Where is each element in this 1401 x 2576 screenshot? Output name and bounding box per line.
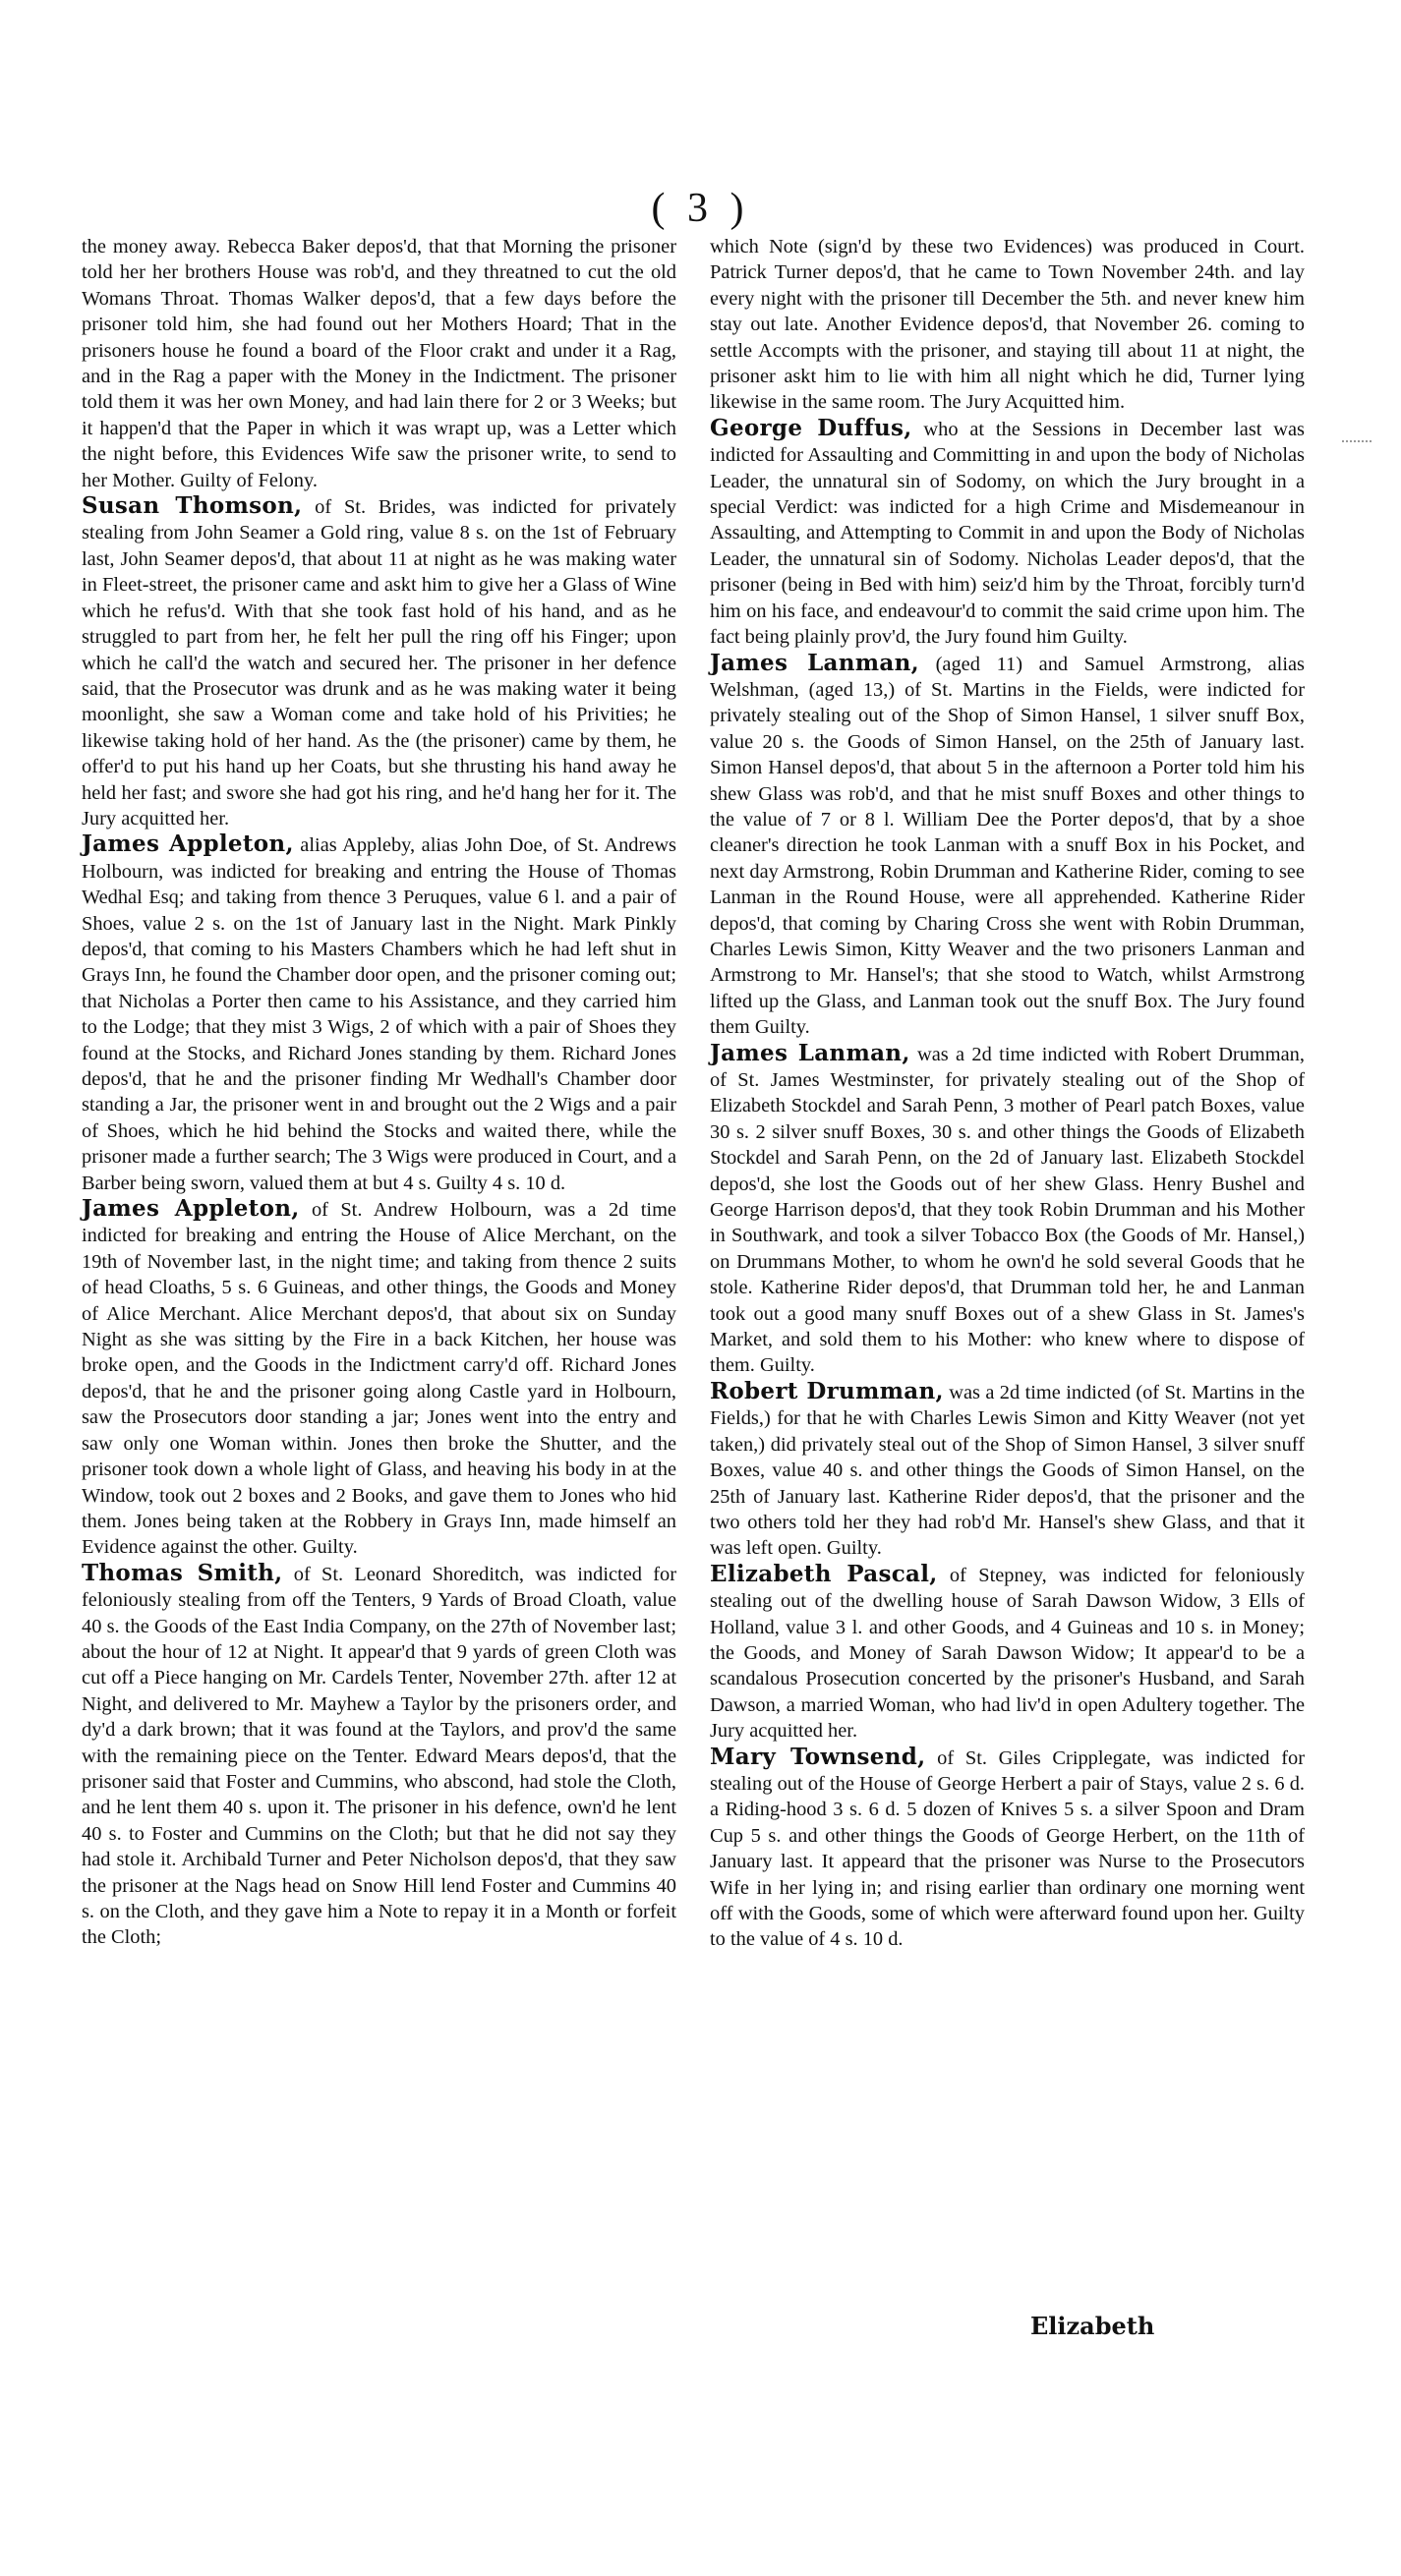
defendant-name: Mary Townsend, [710, 1743, 926, 1770]
case-text: was a 2d time indicted with Robert Drumman, of St. James Westminster, for privately stealing out of the Shop of Elizabeth Stockdel and Sarah Penn, 3 mother of Pearl patch Boxes, value 30 s. 2 silver snuff Boxes, 30 s. and other things the Goods of Elizabeth Stockdel and Sarah Penn, on the 2d of January last. Elizabeth Stockdel depos'd, she lost the Goods out of her shew Glass. Henry Bushel and George Harrison depos'd, that they took Robin Drumman and his Mother in Southwark, and took a silver Tobacco Box (the Goods of Mr. Hansel,) on Drummans Mother, to whom he own'd he sold several Goods that he stole. Katherine Rider depos'd, that Drumman told her, he and Lanman took out a good many snuff Boxes out of a shew Glass in St. James's Market, and sold them to his Mother: who knew where to dispose of them. Guilty. [710, 1043, 1305, 1377]
defendant-name: Elizabeth Pascal, [710, 1560, 938, 1587]
case-text: of St. Andrew Holbourn, was a 2d time indicted for breaking and entring the House of Alice Merchant, on the 19th of November last, in the night time; and taking from thence 2 suits of head Cloaths, 5 s. 6 Guineas, and other things, the Goods and Money of Alice Merchant. Alice Merchant depos'd, that about six on Sunday Night as she was sitting by the Fire in a back Kitchen, her house was broke open, and the Goods in the Indictment carry'd off. Richard Jones depos'd, that he and the prisoner going along Castle yard in Holbourn, saw the Prosecutors door standing a jar; Jones went into the entry and saw only one Woman within. Jones then broke the Shutter, and the prisoner took down a whole light of Glass, and heaving his body in at the Window, took out 2 boxes and 2 Books, and gave them to Jones who hid them. Jones being taken at the Robbery in Grays Inn, made himself an Evidence against the other. Guilty. [82, 1199, 676, 1559]
case-paragraph [710, 1041, 1305, 1379]
defendant-name: James Appleton, [82, 830, 294, 858]
defendant-name: George Duffus, [710, 414, 912, 441]
case-text: alias Appleby, alias John Doe, of St. Andrews Holbourn, was indicted for breaking and entring the House of Thomas Wedhal Esq; and taking from thence 3 Peruques, value 6 l. and a pair of Shoes, value 2 s. on the 1st of January last in the Night. Mark Pinkly depos'd, that coming to his Masters Chambers which he had left shut in Grays Inn, he found the Chamber door open, and the prisoner coming out; that Nicholas a Porter then came to his Assistance, and they carried him to the Lodge; that they mist 3 Wigs, 2 of which with a pair of Shoes they found at the Stocks, and Richard Jones standing by them. Richard Jones depos'd, that he and the prisoner finding Mr Wedhall's Chamber door standing a Jar, the prisoner went in and brought out the 2 Wigs and a pair of Shoes, which he hid behind the Stocks and waited there, while the prisoner made a further search; The 3 Wigs were produced in Court, and a Barber being sworn, valued them at but 4 s. Guilty 4 s. 10 d. [82, 834, 676, 1194]
case-text: of St. Giles Cripplegate, was indicted for stealing out of the House of George Herbert a pair of Stays, value 2 s. 6 d. a Riding-hood 3 s. 6 d. 5 dozen of Knives 5 s. a silver Spoon and Dram Cup 5 s. and other things the Goods of George Herbert, on the 11th of January last. It appeard that the prisoner was Nurse to the Prosecutors Wife in her lying in; and rising earlier than ordinary one morning went off with the Goods, some of which were afterward found upon her. Guilty to the value of 4 s. 10 d. [710, 1746, 1305, 1951]
case-paragraph [82, 1561, 676, 1951]
case-paragraph [82, 831, 676, 1196]
defendant-name: James Appleton, [82, 1195, 300, 1223]
case-paragraph [82, 234, 676, 493]
case-text: of St. Brides, was indicted for privately stealing from John Seamer a Gold ring, value 8 s. on the 1st of February last, John Seamer depos'd, that about 11 at night as he was making water in Fleet-street, the prisoner came and askt him to give her a Glass of Wine which he refus'd. With that she took fast hold of his hand, and as he struggled to part from her, he felt her pull the ring off his Finger; upon which he call'd the watch and secured her. The prisoner in her defence said, that the Prosecutor was drunk and as he was making water it being moonlight, she saw a Woman come and take hold of his Privities; he likewise taking hold of her hand. As the (the prisoner) came by them, he offer'd to put his hand up her Coats, but she thrusting his hand away he held her fast; and swore she had got his ring, and he'd hang her for it. The Jury acquitted her. [82, 496, 677, 830]
defendant-name: Robert Drumman, [710, 1377, 944, 1404]
catchword: Elizabeth [1030, 2312, 1155, 2340]
case-text: which Note (sign'd by these two Evidences) was produced in Court. Patrick Turner depos'd, that he came to Town November 24th. and lay every night with the prisoner till December the 5th. and never knew him stay out late. Another Evidence depos'd, that November 26. coming to settle Accompts with the prisoner, and staying till about 11 at night, the prisoner askt him to lie with him all night which he did, Turner lying likewise in the same room. The Jury Acquitted him. [710, 236, 1305, 414]
case-text: was a 2d time indicted (of St. Martins in the Fields,) for that he with Charles Lewis Simon and Kitty Weaver (not yet taken,) did privately steal out of the Shop of Simon Hansel, 3 silver snuff Boxes, value 40 s. and other things the Goods of Simon Hansel, on the 25th of January last. Katherine Rider depos'd, that the prisoner and the two others told her they had rob'd Mr. Hansel's shew Glass, and that it was left open. Guilty. [710, 1381, 1306, 1560]
case-paragraph [82, 1196, 676, 1561]
case-paragraph [710, 651, 1305, 1041]
case-text: of St. Leonard Shoreditch, was indicted for feloniously stealing from off the Tenters, 9 Yards of Broad Cloath, value 40 s. the Goods of the East India Company, on the 27th of November last; about the hour of 12 at Night. It appear'd that 9 yards of green Cloth was cut off a Piece hanging on Mr. Cardels Tenter, November 27th. after 12 at Night, and delivered to Mr. Mayhew a Taylor by the prisoners order, and dy'd a dark brown; that it was found at the Taylors, and prov'd the same with the remaining piece on the Tenter. Edward Mears depos'd, that the prisoner said that Foster and Cummins, who abscond, had stole the Cloth, and he lent them 40 s. upon it. The prisoner in his defence, own'd he lent 40 s. to Foster and Cummins on the Cloth; but that he did not say they had stole it. Archibald Turner and Peter Nicholson depos'd, that they saw the prisoner at the Nags head on Snow Hill lend Foster and Cummins 40 s. on the Cloth, and they gave him a Note to repay it in a Month or forfeit the Cloth; [82, 1563, 676, 1949]
defendant-name: Susan Thomson, [82, 492, 303, 520]
page-number: ( 3 ) [651, 186, 750, 231]
case-paragraph [82, 493, 676, 831]
case-text: who at the Sessions in December last was indicted for Assaulting and Committing in and upon the body of Nicholas Leader, the unnatural sin of Sodomy, on which the Jury brought in a special Verdict: was indicted for a high Crime and Misdemeanour in Assaulting, and Attempting to Commit in and upon the Body of Nicholas Leader, the unnatural sin of Sodomy. Nicholas Leader depos'd, that the prisoner (being in Bed with him) seiz'd him by the Throat, forcibly turn'd him on his face, and endeavour'd to commit the said crime upon him. The fact being plainly prov'd, the Jury found him Guilty. [710, 418, 1305, 649]
defendant-name: James Lanman, [710, 649, 919, 676]
defendant-name: Thomas Smith, [82, 1559, 283, 1586]
right-column [710, 234, 1305, 1953]
case-text: (aged 11) and Samuel Armstrong, alias Welshman, (aged 13,) of St. Martins in the Fields, were indicted for privately stealing out of the Shop of Simon Hansel, 1 silver snuff Box, value 20 s. the Goods of Simon Hansel, on the 25th of January last. Simon Hansel depos'd, that about 5 in the afternoon a Porter told him his shew Glass was rob'd, and that he mist snuff Boxes and other things to the value of 7 or 8 l. William Dee the Porter depos'd, that by a shoe cleaner's direction he took Lanman with a snuff Box in his Pocket, and next day Armstrong, Robin Drumman and Katherine Rider, coming to see Lanman in the Round House, were all apprehended. Katherine Rider depos'd, that coming by Charing Cross she went with Robin Drumman, Charles Lewis Simon, Kitty Weaver and the two prisoners Lanman and Armstrong to Mr. Hansel's; that she stood to Watch, whilst Armstrong lifted up the Glass, and Lanman took out the snuff Box. The Jury found them Guilty. [710, 653, 1305, 1039]
left-column [82, 234, 676, 1951]
case-text: of Stepney, was indicted for feloniously stealing out of the dwelling house of Sarah Dawson Widow, 3 Ells of Holland, value 3 l. and other Goods, and 4 Guineas and 10 s. in Money; the Goods, and Money of Sarah Dawson Widow; It appear'd to be a scandalous Prosecution concerted by the prisoner's Husband, and Sarah Dawson, a married Woman, who had liv'd in open Adultery together. The Jury acquitted her. [710, 1564, 1305, 1743]
margin-mark [1342, 440, 1372, 454]
case-paragraph [710, 1379, 1305, 1562]
case-paragraph [710, 416, 1305, 651]
case-paragraph [710, 234, 1305, 416]
case-paragraph [710, 1562, 1305, 1745]
defendant-name: James Lanman, [710, 1039, 910, 1066]
case-paragraph [710, 1745, 1305, 1953]
case-text: the money away. Rebecca Baker depos'd, that that Morning the prisoner told her her brothers House was rob'd, and they threatned to cut the old Womans Throat. Thomas Walker depos'd, that a few days before the prisoner told him, she had found out her Mothers Hoard; That in the prisoners house he found a board of the Floor crakt and under it a Rag, and in the Rag a paper with the Money in the Indictment. The prisoner told them it was her own Money, and had lain there for 2 or 3 Weeks; but it happen'd that the Paper in which it was wrapt up, was a Letter which the night before, this Evidences Wife saw the prisoner write, to send to her Mother. Guilty of Felony. [82, 236, 676, 491]
